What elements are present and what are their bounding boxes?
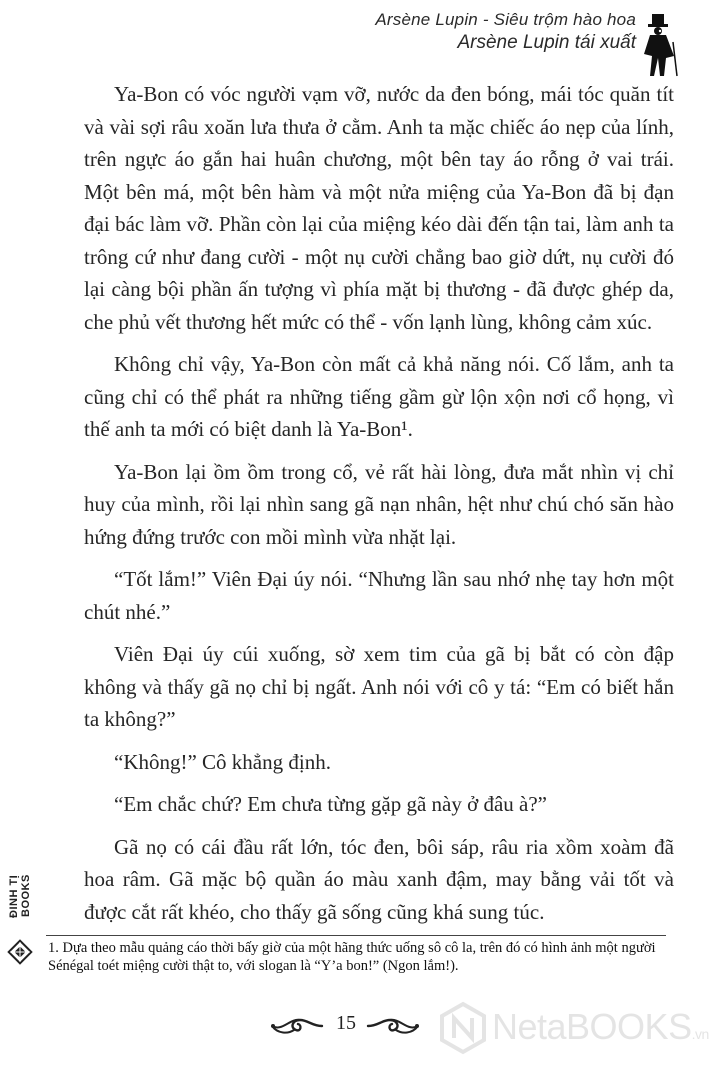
paragraph: Viên Đại úy cúi xuống, sờ xem tim của gã bị bắt có còn đập không và thấy gã nọ chỉ bị ngất. Anh nói với cô y tá: “Em có biết hắn ta không?”	[84, 642, 674, 731]
paragraph: Ya-Bon có vóc người vạm vỡ, nước da đen bóng, mái tóc quăn tít và vài sợi râu xoăn lưa thưa ở cằm. Anh ta mặc chiếc áo nẹp của lính, trên ngực áo gắn hai huân chương, một bên tay áo rỗng ở vai trái. Một bên má, một bên hàm và một nửa miệng của Ya-Bon đã bị đạn đại bác làm vỡ. Phần còn lại của miệng kéo dài đến tận tai, làm anh ta trông cứ như đang cười - một nụ cười chẳng bao giờ dứt, nụ cười đó lại càng bội phần ấn tượng vì phía mặt bị thương - đã được ghép da, che phủ vết thương hết mức có thể - vốn lạnh lùng, không cảm xúc.	[84, 82, 674, 334]
paragraph: “Em chắc chứ? Em chưa từng gặp gã này ở đâu à?”	[114, 792, 547, 816]
paragraph: Không chỉ vậy, Ya-Bon còn mất cả khả năng nói. Cố lắm, anh ta cũng chỉ có thể phát ra những tiếng gầm gừ lộn xộn nơi cổ họng, vì thế anh ta mới có biệt danh là Ya-Bon¹.	[84, 352, 674, 441]
page-number: 15	[336, 1012, 356, 1034]
paragraph: Ya-Bon lại ồm ồm trong cổ, vẻ rất hài lòng, đưa mắt nhìn vị chỉ huy của mình, rồi lại nhìn sang gã nạn nhân, hệt như chú chó săn hào hứng đứng trước con mồi mình vừa nhặt lại.	[84, 459, 674, 549]
book-title: Arsène Lupin tái xuất	[457, 32, 636, 54]
watermark	[440, 998, 709, 1058]
publisher-spine-label: ĐINH TỊ BOOKS	[8, 874, 32, 918]
paragraph: Gã nọ có cái đầu rất lớn, tóc đen, bôi sáp, râu ria xồm xoàm đã hoa râm. Gã mặc bộ quần áo màu xanh đậm, may bằng vải tốt và được cắt rất khéo, cho thấy gã sống cũng khá sung túc.	[84, 834, 674, 924]
lupin-silhouette-icon	[640, 12, 680, 78]
paragraph: “Tốt lắm!” Viên Đại úy nói. “Nhưng lần sau nhớ nhẹ tay hơn một chút nhé.”	[84, 567, 674, 624]
paragraph: “Không!” Cô khẳng định.	[114, 749, 331, 774]
series-title: Arsène Lupin - Siêu trộm hào hoa	[375, 10, 636, 29]
footnote-divider	[46, 935, 666, 936]
netabooks-logo-icon	[440, 1002, 486, 1054]
watermark-text	[492, 1006, 709, 1048]
watermark-brand: NetaBOOKS	[492, 1006, 692, 1047]
running-header	[375, 10, 636, 55]
swirl-ornament-icon	[268, 1012, 324, 1042]
swirl-ornament-icon	[366, 1012, 422, 1042]
watermark-suffix: .vn	[691, 1026, 709, 1042]
footnote: 1. Dựa theo mẫu quảng cáo thời bấy giờ của một hãng thức uống sô cô la, trên đó có hình ảnh một người Sénégal toét miệng cười thật to, với slogan là “Y’a bon!” (Ngon lắm!).	[48, 940, 656, 974]
body-text	[84, 78, 674, 928]
publisher-logo-icon	[8, 940, 32, 964]
